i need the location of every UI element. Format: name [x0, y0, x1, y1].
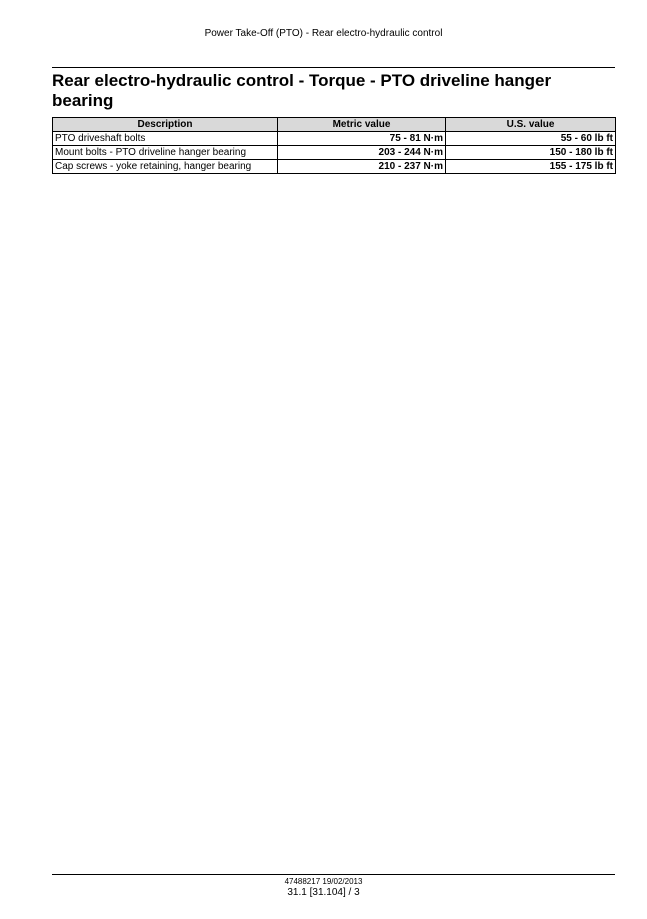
top-divider	[52, 67, 615, 68]
footer-document-reference: 47488217 19/02/2013	[284, 877, 363, 886]
row-us-value: 155 - 175 lb ft	[446, 160, 616, 174]
column-header-us: U.S. value	[446, 118, 616, 132]
running-header: Power Take-Off (PTO) - Rear electro-hydraulic control	[204, 28, 443, 39]
row-description: Cap screws - yoke retaining, hanger bearing	[53, 160, 278, 174]
row-metric-value: 75 - 81 N·m	[278, 132, 446, 146]
row-metric-value: 203 - 244 N·m	[278, 146, 446, 160]
table-row	[53, 160, 616, 174]
column-header-metric: Metric value	[278, 118, 446, 132]
row-description: Mount bolts - PTO driveline hanger bearing	[53, 146, 278, 160]
section-title: Rear electro-hydraulic control - Torque - PTO driveline hanger bearing	[52, 71, 552, 110]
row-us-value: 55 - 60 lb ft	[446, 132, 616, 146]
row-us-value: 150 - 180 lb ft	[446, 146, 616, 160]
table-row	[53, 146, 616, 160]
table-header-row	[53, 118, 616, 132]
footer-page-number: 31.1 [31.104] / 3	[287, 887, 360, 898]
table-row	[53, 132, 616, 146]
row-metric-value: 210 - 237 N·m	[278, 160, 446, 174]
torque-spec-table	[52, 117, 616, 174]
footer-divider	[52, 874, 615, 875]
row-description: PTO driveshaft bolts	[53, 132, 278, 146]
column-header-description: Description	[53, 118, 278, 132]
